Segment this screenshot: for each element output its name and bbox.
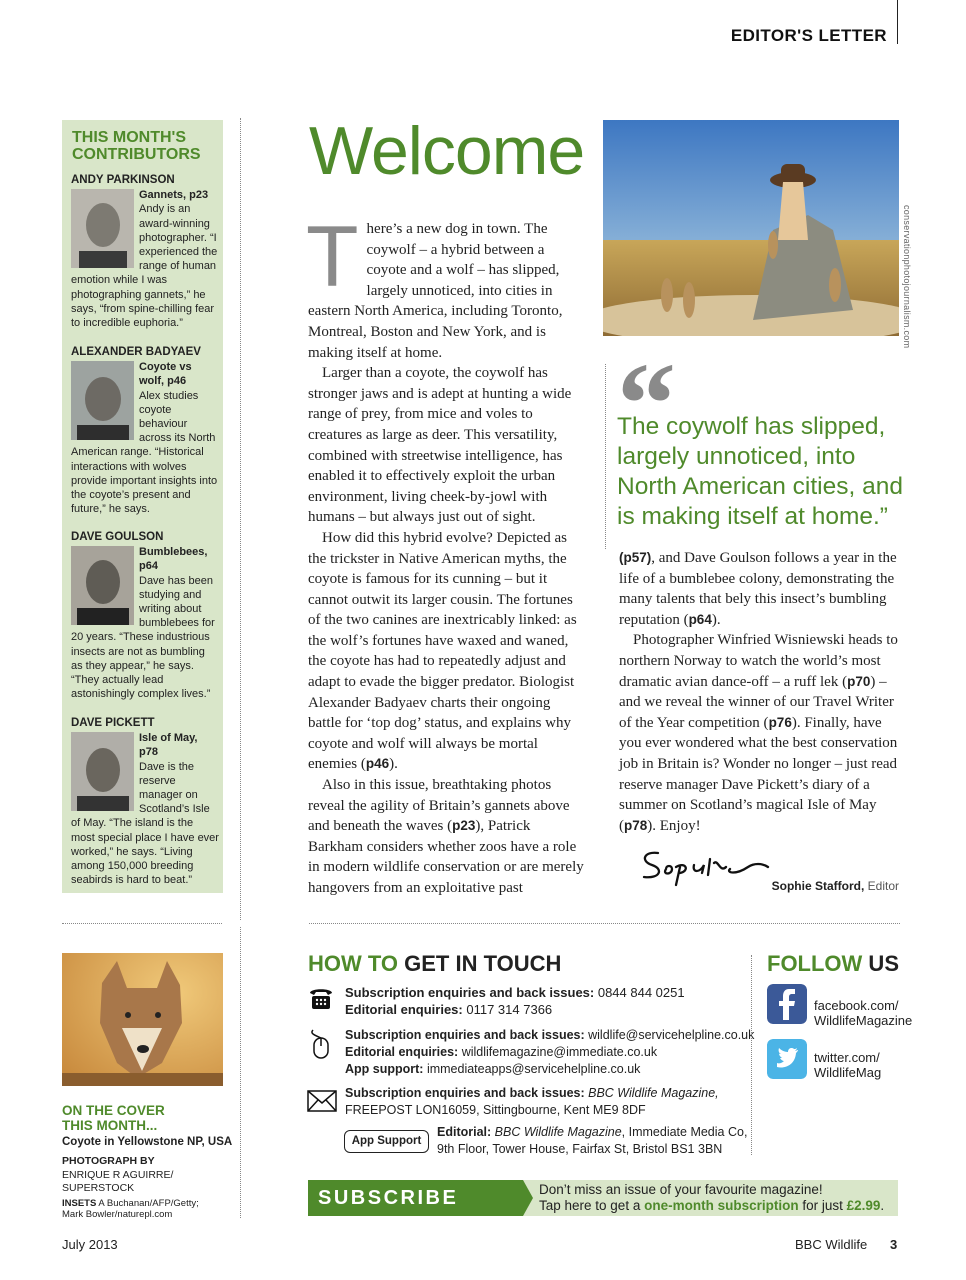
contributor-photo [71,361,134,440]
facebook-icon[interactable] [767,984,807,1024]
contributor-dave-goulson [71,530,219,701]
contact-editorial-post: Editorial: BBC Wildlife Magazine, Immediate Media Co, 9th Floor, Tower House, Fairfax St, Bristol BS1 3BN [437,1125,748,1156]
page-number: 3 [890,1237,898,1252]
divider-gap [223,920,309,926]
section-divider [62,923,900,924]
contributor-name: ALEXANDER BADYAEV [71,346,201,358]
cover-photo-credit: PHOTOGRAPH BY ENRIQUE R AGUIRRE/ SUPERSTOCK [62,1155,174,1194]
contributor-name: DAVE GOULSON [71,531,164,543]
phone-icon [307,984,335,1012]
article-paragraph: How did this hybrid evolve? Depicted as the trickster in Native American myths, the coyote is famous for its cunning – but it cannot outwit its larger cousin. The fortunes of the two canines are inextricably linked: as the wolf’s fortunes have waxed and waned, the coyote has had to repeatedly adjust and adapt to evade the bigger predator. Biologist Alexander Badyaev charts their ongoing battle for ‘top dog’ status, and explains why coyote and wolf will always be mortal enemies (p46). [308,529,577,773]
contributor-alexander-badyaev [71,345,219,516]
contributor-andy-parkinson [71,173,219,330]
contributor-bio: Dave has been studying and writing about bumblebees for 20 years. “These industrious insects are not as bumbling as they appear,” he says. “They actually lead astonishingly complex lives.” [71,574,215,701]
contributor-bio: Alex studies coyote behaviour across its North American range. “Historical interactions with wolves provide important insights into the coyote’s present and future,” he says. [71,389,218,516]
article-column-2 [619,548,901,836]
drop-cap: T [306,209,359,305]
app-support-button[interactable]: App Support [344,1130,429,1153]
article-paragraph: (p57), and Dave Goulson follows a year in the life of a bumblebee colony, demonstrating the many talents that bely this insect’s bumbling reputation (p64). [619,550,897,628]
signature-graphic [636,845,776,887]
contributor-name: ANDY PARKINSON [71,174,175,186]
contact-heading: HOW TO GET IN TOUCH [308,951,562,976]
quote-rule [605,364,606,549]
subscribe-offer-link[interactable]: one-month subscription [644,1198,799,1213]
magazine-name: BBC Wildlife [795,1237,868,1252]
contributor-bio: Dave is the reserve manager on Scotland’s Isle of May. “The island is the most special place I have ever worked,” he says. “Living among 150,000 breeding seabirds is hard to beat.” [71,760,219,887]
follow-heading: FOLLOW US [767,951,899,976]
article-column-1 [306,209,587,899]
photo-credit: conservationphotojournalism.com [902,205,912,349]
section-label: EDITOR'S LETTER [730,26,887,45]
contact-divider [751,955,752,1155]
contact-phone: Subscription enquiries and back issues: 0844 844 0251 Editorial enquiries: 0117 314 7366 [345,985,685,1017]
subscribe-button[interactable]: SUBSCRIBE TODAY [308,1180,523,1216]
quote-mark-icon: “ [617,338,676,469]
contact-post: Subscription enquiries and back issues: BBC Wildlife Magazine, FREEPOST LON16059, Sittingbourne, Kent ME9 8DF [345,1086,719,1117]
contributor-photo [71,546,134,625]
editor-photo [603,120,899,336]
cover-caption: Coyote in Yellowstone NP, USA [62,1136,233,1148]
facebook-link[interactable]: facebook.com/ WildlifeMagazine [814,998,913,1028]
contact-email: Subscription enquiries and back issues: wildlife@servicehelpline.co.uk Editorial enquiries: wildlifemagazine@immediate.co.uk App support: immediateapps@servicehelpline.co.uk [345,1028,755,1076]
article-paragraph: There’s a new dog in town. The coywolf – a hybrid between a coyote and a wolf – has slipped, largely unnoticed, into cities in eastern North America, including Toronto, Montreal, Boston and New York, and is making itself at home. [306,209,563,361]
editor-signature [636,845,776,892]
contributor-photo [71,732,134,811]
contributor-photo [71,189,134,268]
cover-photo [62,953,223,1086]
contributor-dave-pickett [71,716,219,887]
contributor-ref: Isle of May, p78 [139,732,198,759]
contributors-title: THIS MONTH'S CONTRIBUTORS [72,129,201,163]
contributor-bio: Andy is an award-winning photographer. “I experienced the range of human emotion while I was photographing gannets,” he says, “from spine-chilling fear to incredible euphoria.” [71,203,218,330]
article-paragraph: Also in this issue, breathtaking photos reveal the agility of Britain’s gannets above and beneath the waves (p23), Patrick Barkham considers whether zoos have a role in modern wildlife conservation or are merely hangovers from an exploitative past [308,777,584,896]
twitter-icon[interactable] [767,1039,807,1079]
header-rule [897,0,898,44]
column-divider [240,118,241,1218]
cover-title: ON THE COVER THIS MONTH... [62,1103,165,1133]
contributor-name: DAVE PICKETT [71,717,155,729]
issue-date: July 2013 [62,1237,118,1252]
cover-insets-credit: INSETS A Buchanan/AFP/Getty; Mark Bowler/naturepl.com [62,1198,199,1220]
contributor-ref: Gannets, p23 [139,189,209,202]
article-paragraph: Larger than a coyote, the coywolf has stronger jaws and is adept at hunting a wide range of prey, from mice and voles to creatures as large as deer. This versatility, combined with streetwise intelligence, has enabled it to effectively exploit the urban environment, living cheek-by-jowl with humans – but always just out of sight. [308,365,572,526]
contributor-ref: Coyote vs wolf, p46 [139,361,192,388]
pull-quote: The coywolf has slipped, largely unnoticed, into North American cities, and is making itself at home.” [617,413,903,530]
envelope-icon [307,1090,337,1112]
subscribe-text: Don’t miss an issue of your favourite magazine! Tap here to get a one-month subscription for just £2.99. [539,1182,885,1213]
subscribe-arrow-icon [523,1180,533,1216]
page-title: Welcome [309,113,585,189]
article-paragraph: Photographer Winfried Wisniewski heads to northern Norway to watch the world’s most dramatic avian dance-off – a ruff lek (p70) – and we reveal the winner of our Travel Writer of the Year competition (p76). Finally, have you ever wondered what the best conservation job in Britain is? Wonder no longer – just read reserve manager Dave Pickett’s diary of a summer on Scotland’s magical Isle of May (p78). Enjoy! [619,632,898,834]
twitter-link[interactable]: twitter.com/ WildlifeMag [814,1050,882,1080]
contributor-ref: Bumblebees, p64 [139,546,208,573]
mouse-icon [307,1028,335,1060]
editor-signoff: Sophie Stafford, Editor [771,879,899,893]
